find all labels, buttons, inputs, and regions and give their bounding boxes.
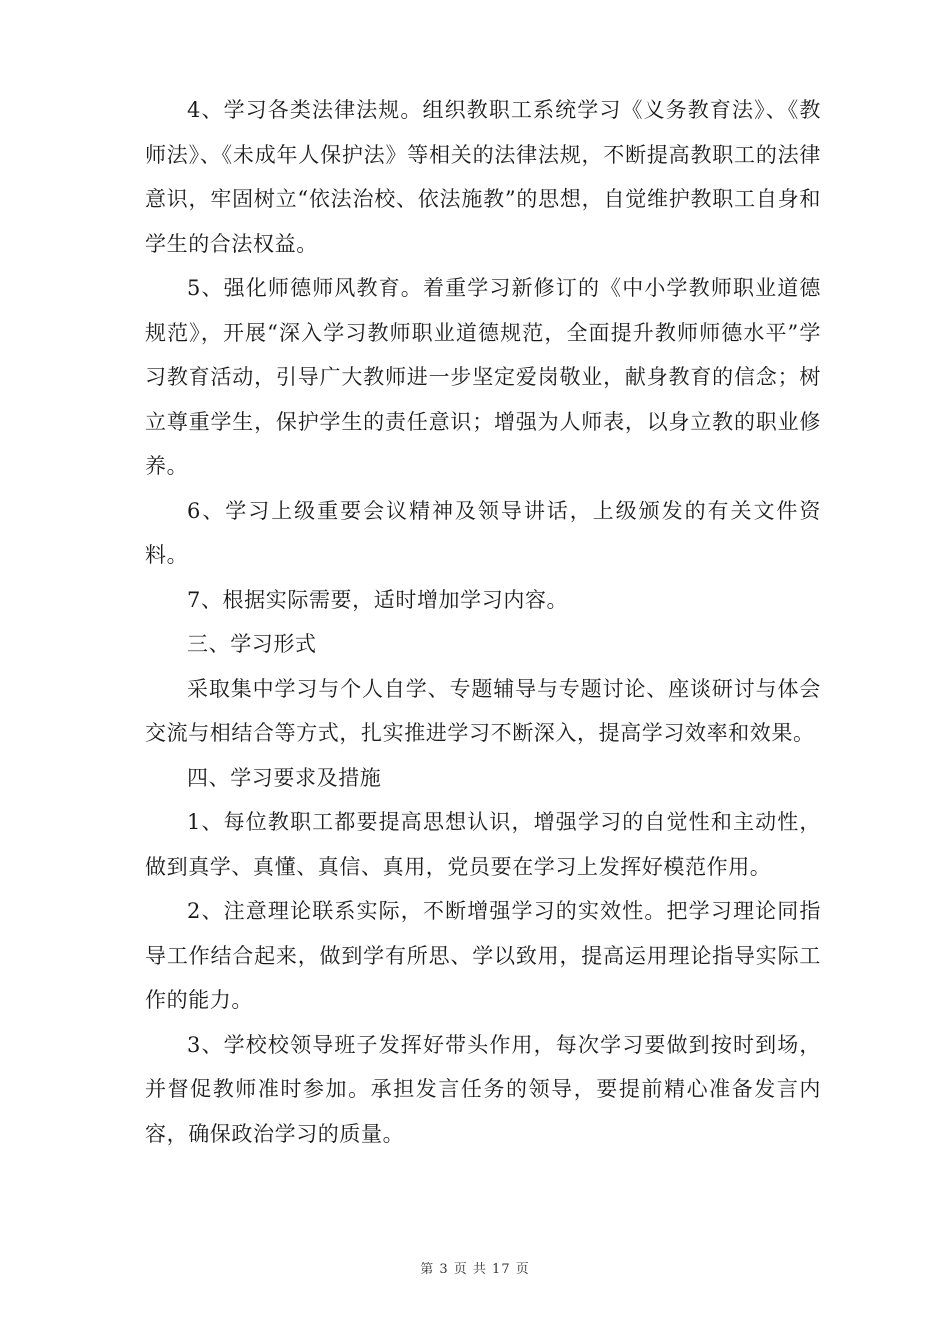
paragraph-item-4: 4、学习各类法律法规。组织教职工系统学习《义务教育法》、《教师法》、《未成年人保护法》等相关的法律法规，不断提高教职工的法律意识，牢固树立“依法治校、依法施教”的思想，自觉维护教职工自身和学生的合法权益。 — [145, 98, 821, 256]
paragraph-item-7: 7、根据实际需要，适时增加学习内容。 — [187, 587, 569, 612]
paragraph-requirement-1: 1、每位教职工都要提高思想认识，增强学习的自觉性和主动性，做到真学、真懂、真信、真用，党员要在学习上发挥好模范作用。 — [145, 810, 821, 879]
paragraph-requirement-2: 2、注意理论联系实际，不断增强学习的实效性。把学习理论同指导工作结合起来，做到学有所思、学以致用，提高运用理论指导实际工作的能力。 — [145, 899, 821, 1012]
paragraph-item-6: 6、学习上级重要会议精神及领导讲话，上级颁发的有关文件资料。 — [145, 498, 821, 567]
section-heading-requirements: 四、学习要求及措施 — [187, 765, 382, 790]
document-body — [145, 88, 821, 1156]
paragraph-item-5: 5、强化师德师风教育。着重学习新修订的《中小学教师职业道德规范》，开展“深入学习教师职业道德规范，全面提升教师师德水平”学习教育活动，引导广大教师进一步坚定爱岗敬业，献身教育的信念；树立尊重学生，保护学生的责任意识；增强为人师表，以身立教的职业修养。 — [145, 276, 821, 478]
paragraph-learning-form: 采取集中学习与个人自学、专题辅导与专题讨论、座谈研讨与体会交流与相结合等方式，扎实推进学习不断深入，提高学习效率和效果。 — [145, 676, 821, 745]
page-number-footer: 第 3 页 共 17 页 — [420, 1262, 530, 1277]
paragraph-requirement-3: 3、学校校领导班子发挥好带头作用，每次学习要做到按时到场，并督促教师准时参加。承担发言任务的领导，要提前精心准备发言内容，确保政治学习的质量。 — [145, 1032, 821, 1146]
section-heading-learning-form: 三、学习形式 — [187, 632, 317, 656]
